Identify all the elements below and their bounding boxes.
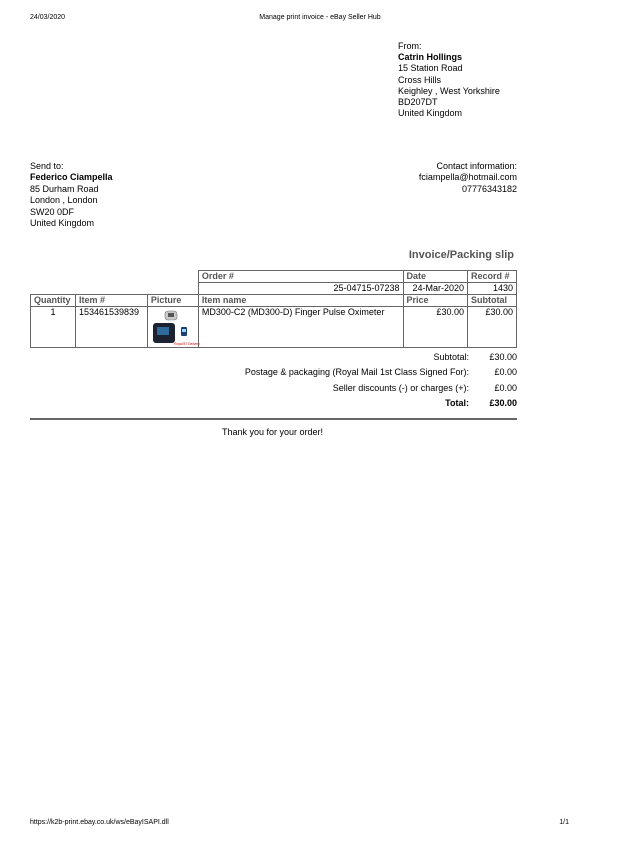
from-line: Keighley , West Yorkshire — [398, 85, 500, 96]
order-number: 25-04715-07238 — [198, 283, 403, 295]
contact-label: Contact information: — [436, 161, 517, 171]
from-line: United Kingdom — [398, 108, 463, 119]
thank-you-message: Thank you for your order! — [221, 427, 324, 437]
print-date: 24/03/2020 — [30, 14, 66, 21]
print-title: Manage print invoice - eBay Seller Hub — [259, 14, 381, 21]
total-value: £30.00 — [489, 398, 517, 409]
subtotal-label: Subtotal: — [433, 352, 469, 362]
from-label: From: — [398, 41, 422, 51]
price-header: Price — [403, 295, 468, 307]
table-row — [31, 307, 517, 348]
item-price: £30.00 — [403, 307, 468, 348]
item-number: 153461539839 — [75, 307, 147, 348]
sendto-address — [30, 161, 113, 229]
order-header-row — [31, 271, 517, 283]
from-line: Cross Hills — [398, 74, 442, 85]
order-value-row — [31, 283, 517, 295]
item-quantity: 1 — [31, 307, 76, 348]
item-name: MD300-C2 (MD300-D) Finger Pulse Oximeter — [198, 307, 403, 348]
quantity-header: Quantity — [31, 295, 76, 307]
from-line: BD207DT — [398, 97, 438, 108]
postage-value: £0.00 — [494, 367, 517, 378]
item-subtotal: £30.00 — [468, 307, 517, 348]
from-name: Catrin Hollings — [398, 52, 463, 63]
product-thumbnail — [151, 309, 200, 347]
svg-text:Royal BT Delivery: Royal BT Delivery — [174, 342, 200, 346]
item-picture-cell — [147, 307, 198, 348]
divider — [30, 418, 517, 420]
sendto-line: United Kingdom — [30, 218, 95, 229]
invoice-table — [30, 270, 517, 348]
totals-block — [245, 352, 517, 414]
picture-header: Picture — [147, 295, 198, 307]
total-row — [245, 398, 517, 413]
print-url: https://k2b-print.ebay.co.uk/ws/eBayISAPI.dll — [30, 819, 169, 826]
total-label: Total: — [445, 398, 469, 409]
item-number-header: Item # — [75, 295, 147, 307]
record-number: 1430 — [468, 283, 517, 295]
order-number-header: Order # — [198, 271, 403, 283]
sendto-label: Send to: — [30, 161, 64, 171]
postage-row — [245, 367, 517, 382]
sendto-line: SW20 0DF — [30, 206, 75, 217]
from-address — [398, 41, 500, 119]
subtotal-value: £30.00 — [489, 352, 517, 362]
discounts-row — [245, 383, 517, 398]
page-number: 1/1 — [559, 819, 569, 826]
date-header: Date — [403, 271, 468, 283]
contact-info — [419, 161, 517, 195]
contact-email: fciampella@hotmail.com — [418, 172, 517, 183]
record-header: Record # — [468, 271, 517, 283]
sendto-name: Federico Ciampella — [30, 172, 113, 183]
oximeter-image-icon — [151, 309, 200, 347]
sendto-line: 85 Durham Road — [30, 183, 99, 194]
subtotal-header: Subtotal — [468, 295, 517, 307]
from-line: 15 Station Road — [398, 63, 463, 74]
discounts-label: Seller discounts (-) or charges (+): — [332, 382, 469, 393]
item-name-header: Item name — [198, 295, 403, 307]
item-header-row — [31, 295, 517, 307]
discounts-value: £0.00 — [494, 382, 517, 393]
invoice-title: Invoice/Packing slip — [408, 249, 514, 261]
order-date: 24-Mar-2020 — [403, 283, 468, 295]
postage-label: Postage & packaging (Royal Mail 1st Class Signed For): — [244, 367, 469, 378]
contact-phone: 07776343182 — [461, 183, 517, 194]
subtotal-row — [245, 352, 517, 367]
sendto-line: London , London — [30, 195, 98, 206]
